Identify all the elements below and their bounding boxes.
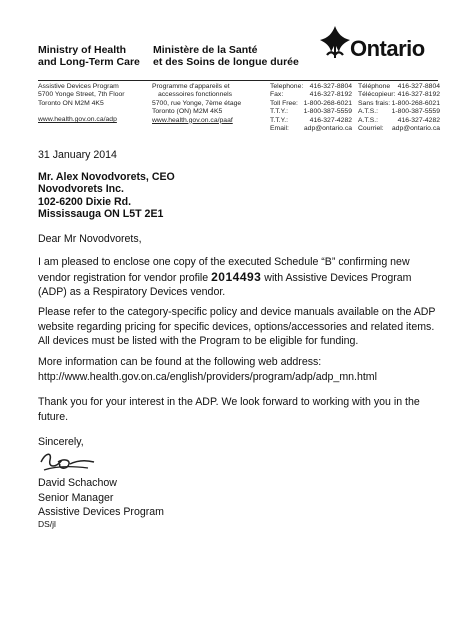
- contacts-en: [270, 83, 352, 133]
- letter-date: 31 January 2014: [38, 149, 117, 161]
- recipient-line1: Mr. Alex Novodvorets, CEO: [38, 171, 175, 183]
- contact-row: [270, 83, 352, 91]
- signer-title: Senior Manager: [38, 491, 114, 504]
- contact-label: Toll Free:: [270, 99, 298, 107]
- header-rule: [38, 80, 438, 81]
- contact-row: [358, 108, 440, 116]
- contact-label: Courriel:: [358, 125, 384, 133]
- website-fr-link[interactable]: www.health.gov.on.ca/paaf: [152, 116, 233, 124]
- contact-row: [358, 83, 440, 91]
- signature: [38, 448, 98, 474]
- ministry-fr-line2: et des Soins de longue durée: [153, 56, 299, 68]
- contact-value: 416-327-8192: [309, 91, 352, 99]
- p3-line1: More information can be found at the following web address:: [38, 356, 322, 368]
- contact-label: Telephone:: [270, 83, 304, 90]
- p1-text-after: with Assistive Devices Program (ADP) as a Respiratory Devices vendor.: [38, 271, 412, 299]
- signer-department: Assistive Devices Program: [38, 506, 164, 519]
- contact-row: [270, 125, 352, 133]
- contact-row: [358, 100, 440, 108]
- recipient-line4: Mississauga ON L5T 2E1: [38, 208, 164, 221]
- contact-value: 1-800-268-6021: [391, 99, 440, 107]
- ministry-name-fr: [153, 44, 299, 68]
- contact-value: 416-327-8192: [397, 91, 440, 99]
- program-fr-line4: Toronto (ON) M2M 4K5: [152, 108, 223, 116]
- contact-label: T.T.Y.:: [270, 108, 289, 116]
- recipient-line2: Novodvorets Inc.: [38, 183, 124, 196]
- adp-url[interactable]: http://www.health.gov.on.ca/english/providers/program/adp/adp_mn.html: [38, 370, 377, 383]
- program-address-fr: [152, 83, 241, 125]
- website-en-link[interactable]: www.health.gov.on.ca/adp: [38, 116, 117, 124]
- contact-label: T.T.Y.:: [270, 116, 289, 124]
- contact-email-en[interactable]: adp@ontario.ca: [303, 125, 352, 133]
- contact-value: 1-800-387-5559: [391, 108, 440, 116]
- contact-label: Email:: [270, 125, 289, 133]
- contact-value: 416-327-8804: [397, 83, 440, 90]
- contact-row: [270, 117, 352, 125]
- vendor-profile-number: 2014493: [211, 269, 262, 284]
- contact-label: A.T.S.:: [358, 108, 379, 116]
- program-address-en: [38, 83, 125, 125]
- typist-initials: DS/jl: [38, 519, 56, 529]
- contact-row: [358, 125, 440, 133]
- program-fr-line2: accessoires fonctionnels: [158, 91, 233, 99]
- paragraph-4: Thank you for your interest in the ADP. We look forward to working with you in the future.: [38, 396, 420, 423]
- signature-block: [38, 476, 164, 520]
- paragraph-3: [38, 355, 440, 384]
- program-en-line3: Toronto ON M2M 4K5: [38, 99, 104, 107]
- salutation: Dear Mr Novodvorets,: [38, 233, 142, 245]
- contact-label: A.T.S.:: [358, 116, 379, 124]
- contact-row: [270, 91, 352, 99]
- program-en-line1: Assistive Devices Program: [38, 83, 119, 90]
- contact-label: Télécopieur:: [358, 91, 396, 99]
- contact-row: [270, 108, 352, 116]
- contact-row: [358, 91, 440, 99]
- contact-value: 416-327-4282: [397, 116, 440, 124]
- contact-row: [358, 117, 440, 125]
- ministry-name-en: [38, 44, 140, 68]
- contact-value: 1-800-268-6021: [303, 99, 352, 107]
- ministry-en-line2: and Long-Term Care: [38, 56, 140, 68]
- ministry-fr-line1: Ministère de la Santé: [153, 44, 258, 56]
- contact-value: 416-327-4282: [309, 116, 352, 124]
- trillium-icon: [318, 24, 352, 64]
- recipient-line3: 102-6200 Dixie Rd.: [38, 195, 132, 208]
- contact-value: 416-327-8804: [309, 83, 352, 90]
- paragraph-1: [38, 255, 440, 300]
- contact-email-fr[interactable]: adp@ontario.ca: [391, 125, 440, 133]
- closing: Sincerely,: [38, 436, 84, 448]
- contact-row: [270, 100, 352, 108]
- ontario-logo: [318, 24, 438, 64]
- p1-text-before: I am pleased to enclose one copy of the executed Schedule “B” confirming new vendor registration for vendor profile: [38, 256, 410, 284]
- logo-wordmark: Ontario: [350, 36, 425, 61]
- contact-label: Téléphone: [358, 83, 391, 90]
- program-fr-line3: 5700, rue Yonge, 7ème étage: [152, 99, 242, 107]
- recipient-address: [38, 171, 175, 221]
- contacts-fr: [358, 83, 440, 133]
- contact-label: Fax:: [270, 91, 284, 99]
- signer-name: David Schachow: [38, 477, 117, 489]
- paragraph-2: Please refer to the category-specific policy and device manuals available on the ADP website regarding pricing for specific devices, options/accessories and related items. All devices must be listed with the Program to be eligible for funding.: [38, 306, 436, 348]
- program-fr-line1: Programme d'appareils et: [152, 83, 230, 90]
- contact-value: 1-800-387-5559: [303, 108, 352, 116]
- program-en-line2: 5700 Yonge Street, 7th Floor: [38, 91, 125, 99]
- contact-label: Sans frais:: [358, 99, 391, 107]
- ministry-en-line1: Ministry of Health: [38, 44, 127, 56]
